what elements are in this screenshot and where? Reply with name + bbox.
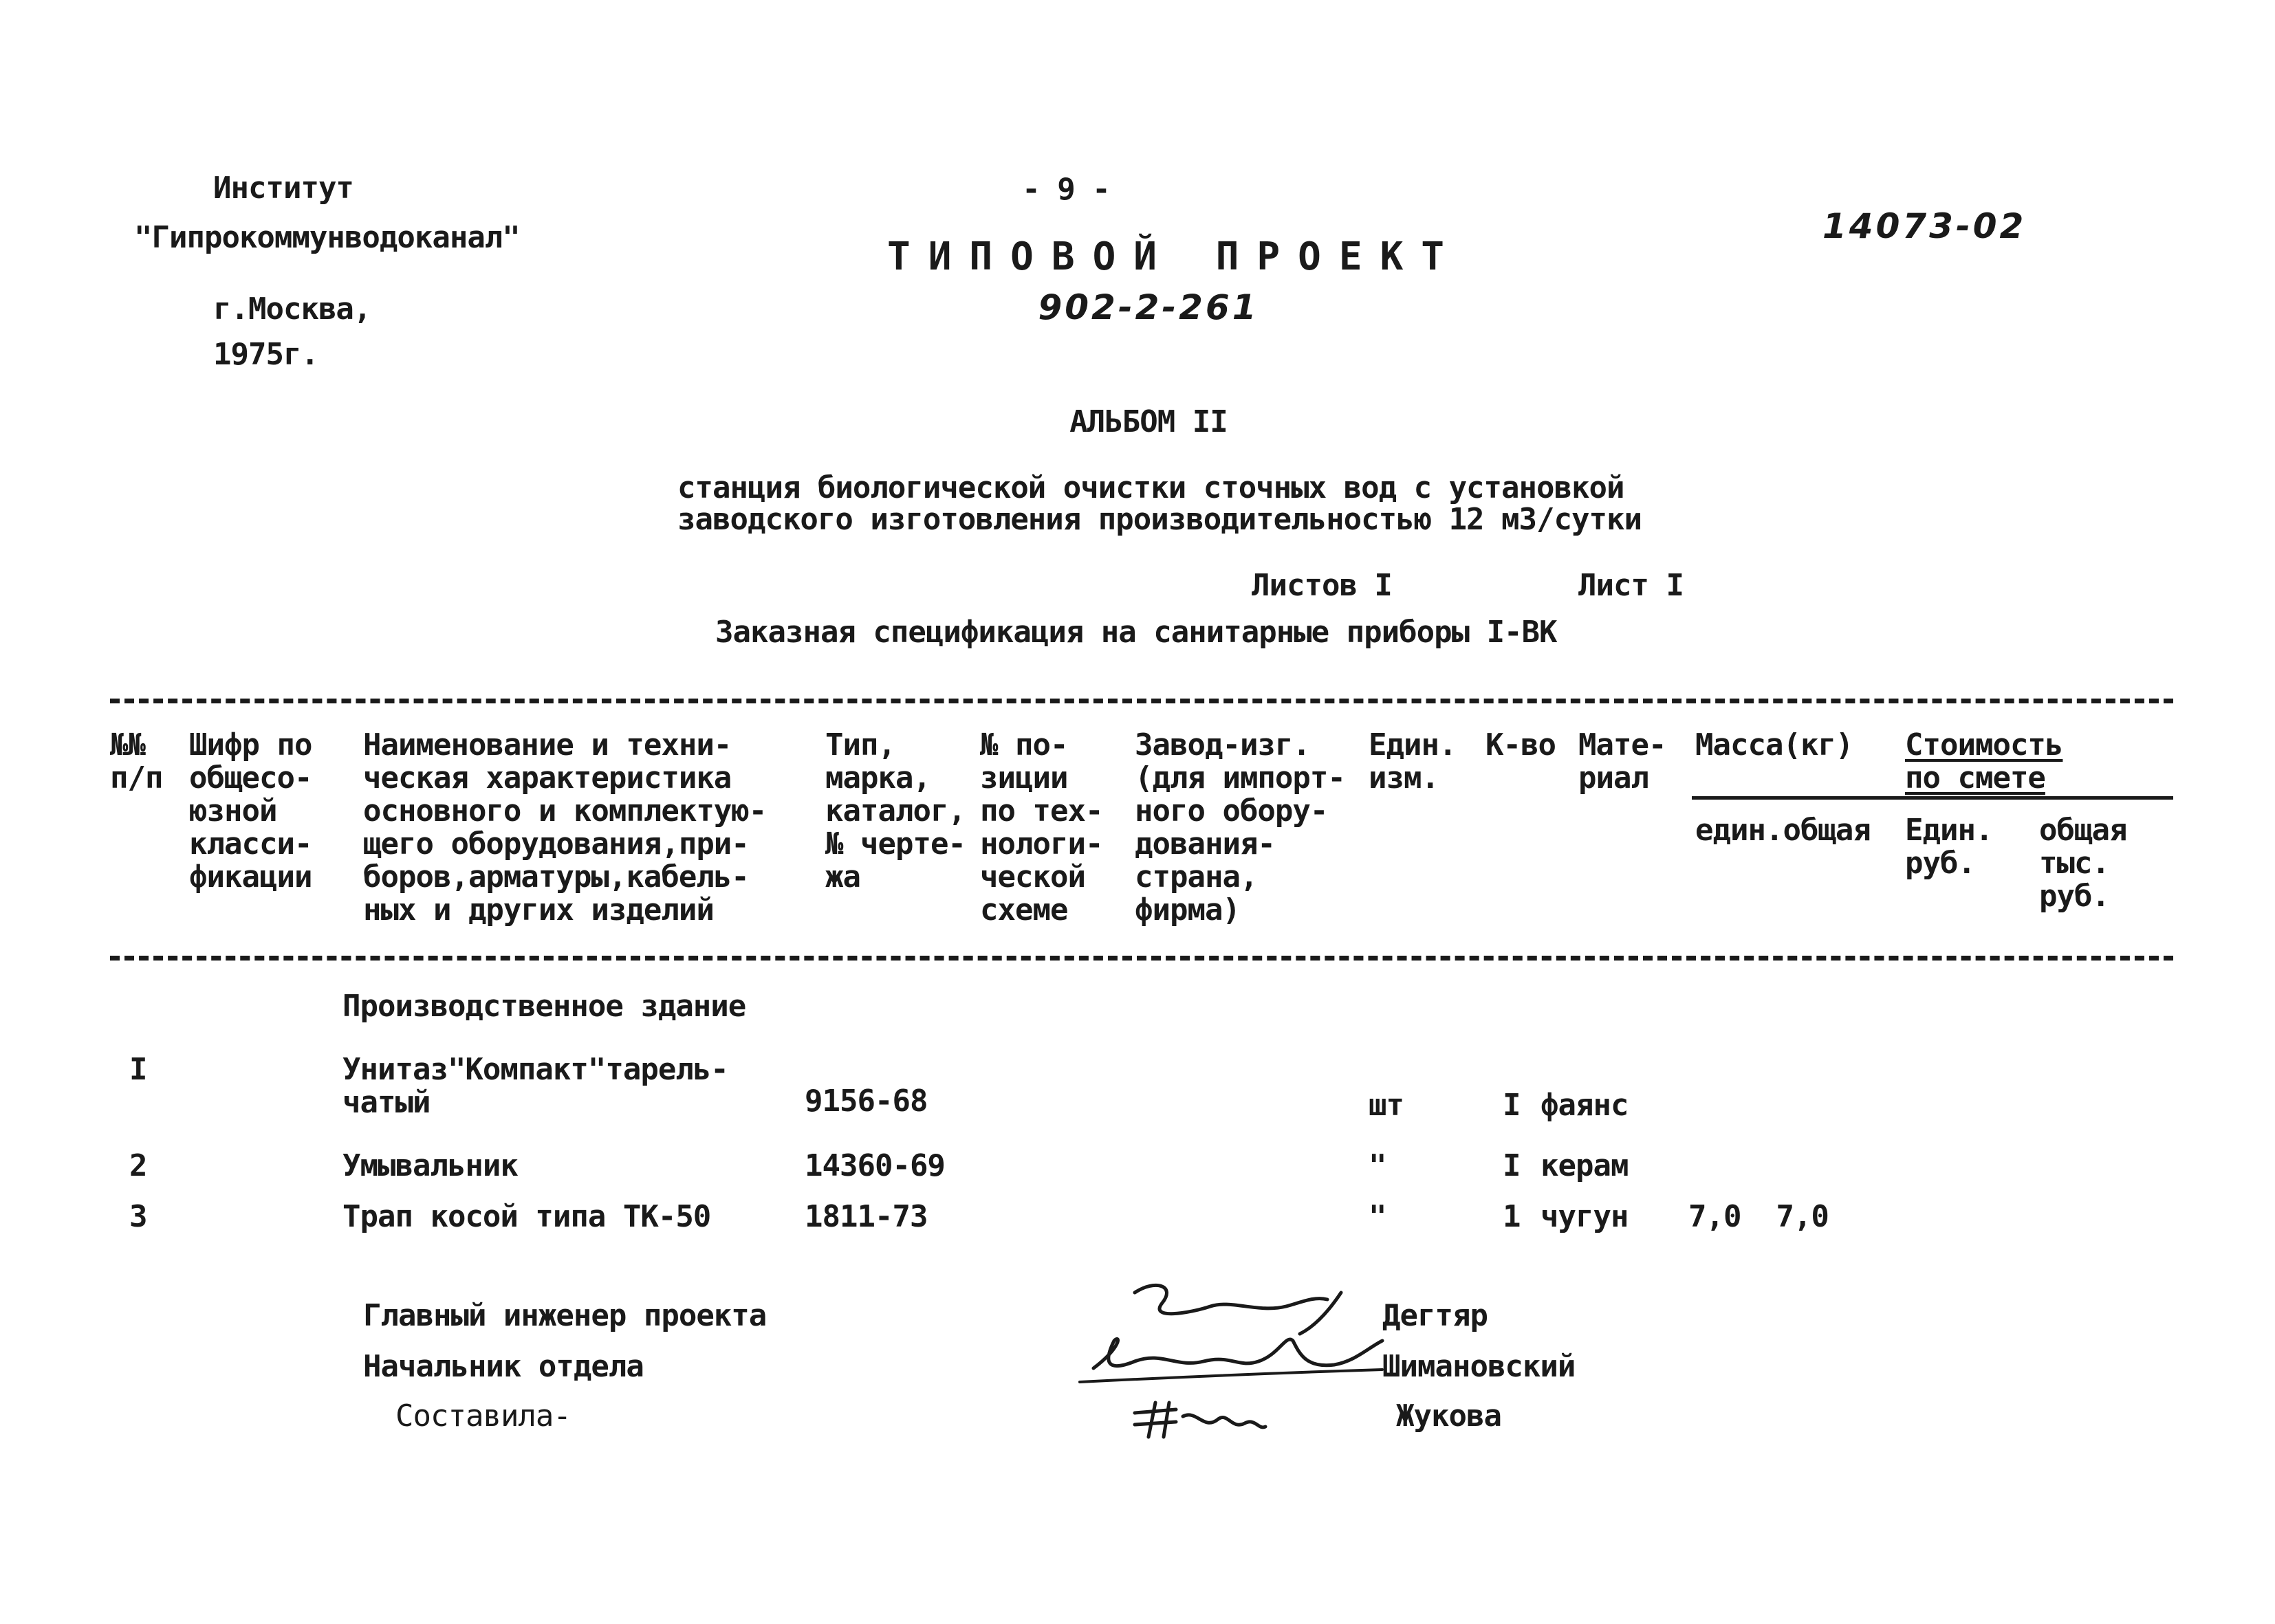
signature-role-2: Начальник отдела [363,1349,644,1384]
col-cost-total-header: общая тыс. руб. [2039,813,2127,914]
col-num-header: №№ п/п [110,727,163,795]
table-row-1-material: фаянс [1541,1088,1629,1123]
col-cost-header: Стоимость по смете [1905,727,2063,795]
sheets-total: Листов I [1252,568,1392,603]
signature-name-1: Дегтяр [1382,1298,1488,1333]
col-code-header: Шифр по общесо- юзной класси- фикации [189,727,312,895]
table-row-2-type: 14360-69 [805,1148,945,1183]
description-line-2: заводского изготовления производительностью 12 м3/сутки [677,502,1642,537]
sheet-number: Лист I [1578,568,1684,603]
table-row-2-name: Умывальник [342,1148,518,1183]
year: 1975г. [213,337,318,372]
description-line-1: станция биологической очистки сточных вод с установкой [677,470,1624,505]
signature-name-2: Шимановский [1382,1349,1576,1384]
table-row-3-type: 1811-73 [805,1199,928,1234]
handwritten-signatures [1080,1265,1396,1444]
col-cost-unit-header: Един. руб. [1905,813,1993,881]
table-row-3-name: Трап косой типа ТК-50 [342,1199,711,1234]
table-row-1-type: 9156-68 [805,1084,928,1119]
table-row-1-qty: I [1503,1088,1521,1123]
table-row-1-num: I [129,1052,147,1087]
project-number: 902-2-261 [1038,287,1259,327]
col-mass-header: Масса(кг) [1695,727,1853,762]
table-row-1-unit: шт [1369,1088,1404,1123]
table-row-3-material: чугун [1541,1199,1629,1234]
table-row-3-num: 3 [129,1199,147,1234]
col-mass-sub-header: един.общая [1695,813,1871,848]
institute-label: Институт [213,171,353,206]
table-header-bottom-rule [110,956,2173,961]
col-qty-header: К-во [1485,727,1556,762]
col-unit-header: Един. изм. [1369,727,1457,795]
signature-role-1: Главный инженер проекта [363,1298,767,1333]
table-row-3-mass: 7,0 7,0 [1688,1199,1829,1234]
table-row-3-unit: " [1369,1199,1386,1234]
col-type-header: Тип, марка, каталог, № черте- жа [825,727,966,895]
inventory-number: 14073-02 [1822,206,2027,246]
table-row-2-material: керам [1541,1148,1629,1183]
city: г.Москва, [213,292,371,327]
signature-name-3: Жукова [1396,1398,1501,1434]
table-row-2-unit: " [1369,1148,1386,1183]
table-row-2-qty: I [1503,1148,1521,1183]
section-title: Производственное здание [342,989,746,1024]
col-material-header: Мате- риал [1578,727,1666,795]
institute-name: "Гипрокоммунводоканал" [134,220,520,255]
album-title: АЛЬБОМ II [1069,404,1228,439]
col-position-header: № по- зиции по тех- нологи- ческой схеме [980,727,1103,928]
col-factory-header: Завод-изг. (для импорт- ного обору- дования- страна, фирма) [1135,727,1345,928]
spec-title: Заказная спецификация на санитарные приборы I-ВК [715,615,1557,650]
signature-role-3: Составила- [395,1398,571,1434]
page-number: - 9 - [1022,172,1110,207]
col-name-header: Наименование и техни- ческая характеристика основного и комплектую- щего оборудования,при- боров,арматуры,кабель- ных и других изделий [363,727,767,928]
table-row-3-qty: 1 [1503,1199,1521,1234]
table-row-1-name: Унитаз"Компакт"тарель- чатый [342,1052,728,1120]
mass-cost-subrule [1692,796,2173,800]
table-top-rule [110,699,2173,703]
table-row-2-num: 2 [129,1148,147,1183]
project-type: ТИПОВОЙ ПРОЕКТ [887,234,1463,279]
